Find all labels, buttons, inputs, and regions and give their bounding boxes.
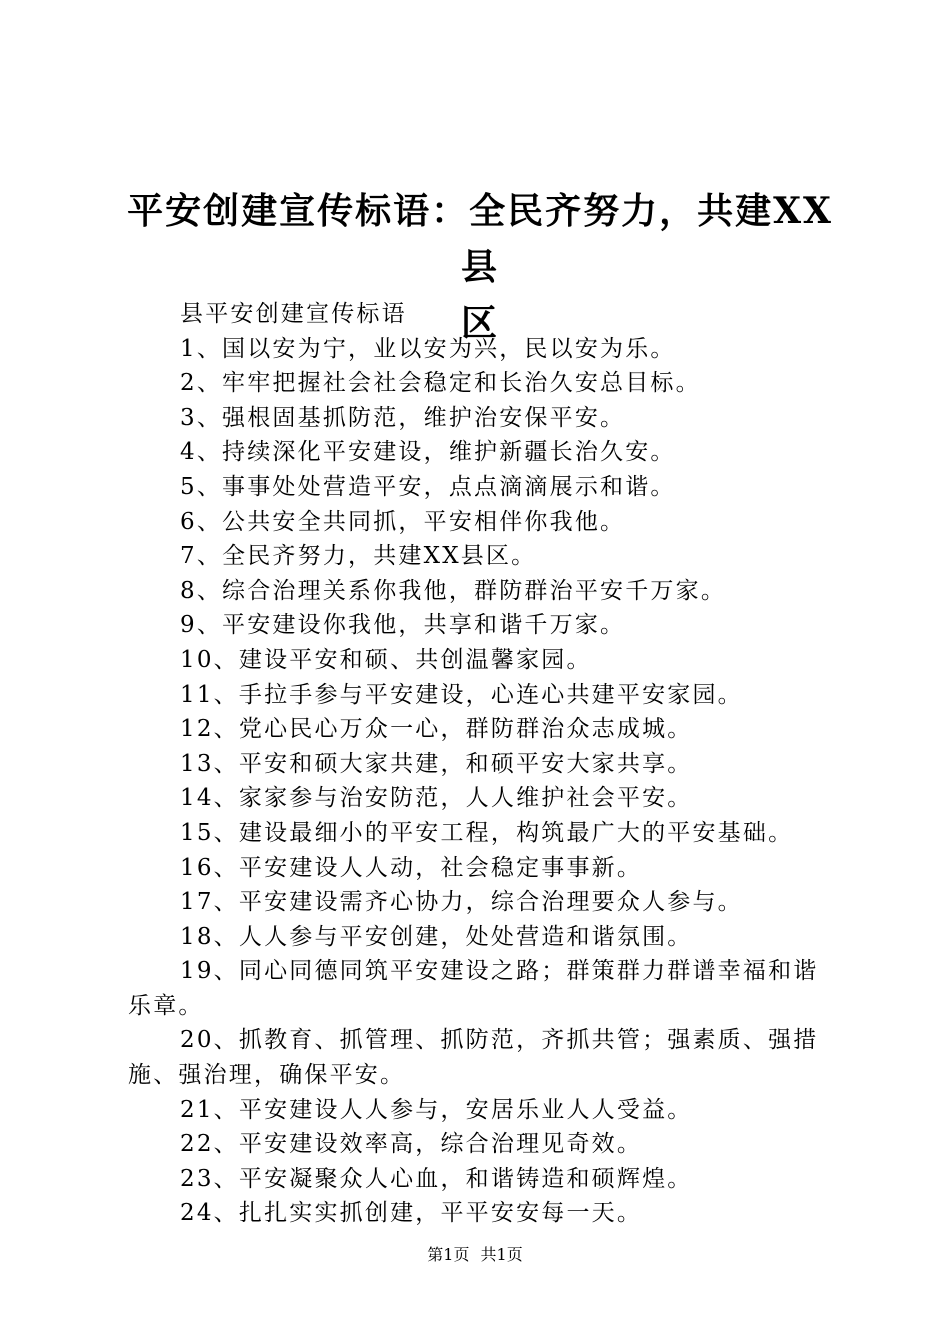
- slogan-item: 5、事事处处营造平安，点点滴滴展示和谐。: [180, 473, 676, 500]
- slogan-item: 21、平安建设人人参与，安居乐业人人受益。: [180, 1096, 693, 1123]
- section-subtitle: 县平安创建宣传标语: [180, 301, 407, 327]
- slogan-item: 17、平安建设需齐心协力，综合治理要众人参与。: [180, 889, 743, 916]
- slogan-item: 9、平安建设你我他，共享和谐千万家。: [180, 612, 626, 639]
- slogan-item: 15、建设最细小的平安工程，构筑最广大的平安基础。: [180, 819, 794, 846]
- slogan-item: 13、平安和硕大家共建，和硕平安大家共享。: [180, 750, 693, 777]
- slogan-item: 2、牢牢把握社会社会稳定和长治久安总目标。: [180, 370, 701, 397]
- page-footer: [0, 1245, 950, 1265]
- slogan-item: 8、综合治理关系你我他，群防群治平安千万家。: [180, 577, 727, 604]
- slogan-item: 16、平安建设人人动，社会稳定事事新。: [180, 854, 643, 881]
- slogan-item: 10、建设平安和硕、共创温馨家园。: [180, 646, 592, 673]
- slogan-item: 19、同心同德同筑平安建设之路；群策群力群谱幸福和谐乐章。: [128, 958, 819, 1019]
- slogan-item: 22、平安建设效率高，综合治理见奇效。: [180, 1131, 643, 1158]
- slogan-item: 24、扎扎实实抓创建，平平安安每一天。: [180, 1200, 643, 1227]
- slogan-item: 11、手拉手参与平安建设，心连心共建平安家园。: [180, 681, 743, 708]
- document-body: [128, 297, 833, 1231]
- page-total: 共1页: [480, 1245, 523, 1264]
- slogan-item: 20、抓教育、抓管理、抓防范，齐抓共管；强素质、强措施、强治理，确保平安。: [128, 1027, 819, 1089]
- slogan-item: 7、全民齐努力，共建XX县区。: [180, 543, 537, 570]
- slogan-item: 12、党心民心万众一心，群防群治众志成城。: [180, 716, 693, 743]
- slogan-item: 1、国以安为宁，业以安为兴，民以安为乐。: [180, 335, 676, 362]
- slogan-item: 14、家家参与治安防范，人人维护社会平安。: [180, 785, 693, 812]
- slogan-item: 4、持续深化平安建设，维护新疆长治久安。: [180, 439, 676, 466]
- slogan-item: 6、公共安全共同抓，平安相伴你我他。: [180, 508, 626, 535]
- slogan-item: 23、平安凝聚众人心血，和谐铸造和硕辉煌。: [180, 1165, 693, 1192]
- title-line-2: 区: [460, 302, 499, 344]
- title-line-1: 平安创建宣传标语：全民齐努力，共建XX县: [127, 190, 833, 288]
- slogan-item: 18、人人参与平安创建，处处营造和谐氛围。: [180, 923, 693, 950]
- slogan-item: 3、强根固基抓防范，维护治安保平安。: [180, 404, 626, 431]
- page-number: 第1页: [427, 1245, 470, 1264]
